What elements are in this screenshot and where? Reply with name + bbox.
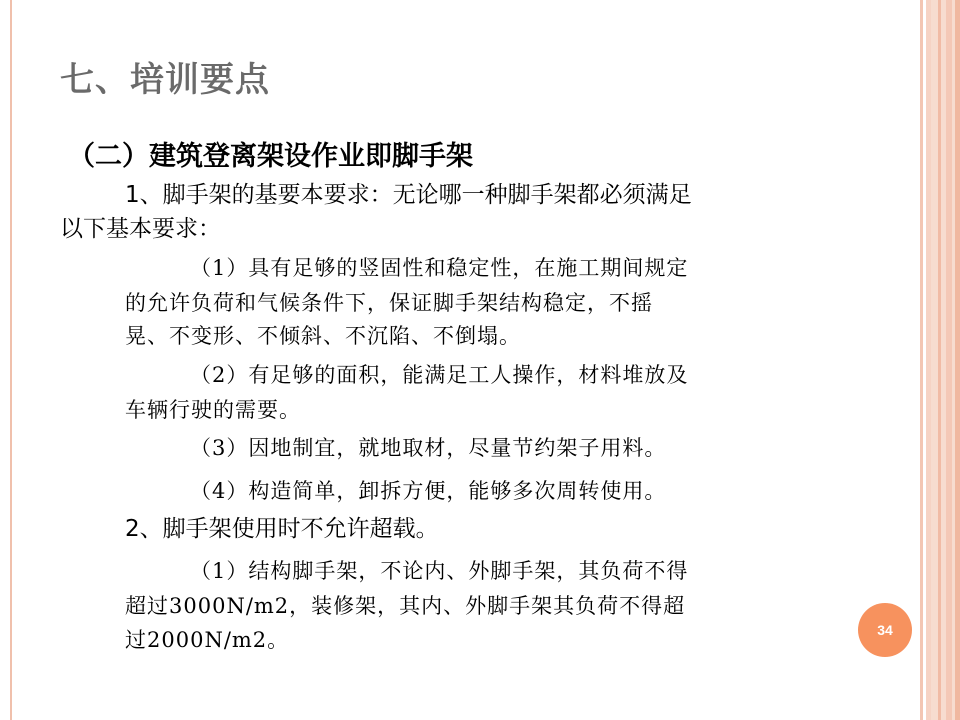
item-5-line-3: 过2000N/m2。 (125, 628, 290, 652)
right-stripe-4 (946, 0, 952, 720)
point-1-line-1: 1、脚手架的基要本要求：无论哪一种脚手架都必须满足 (125, 182, 692, 208)
item-2-line-2: 车辆行驶的需要。 (125, 398, 301, 422)
slide-title: 七、培训要点 (60, 60, 270, 100)
page-number-badge: 34 (858, 603, 912, 657)
right-stripe-3 (938, 0, 941, 720)
item-1-line-2: 的允许负荷和气候条件下，保证脚手架结构稳定，不摇 (125, 291, 653, 315)
right-stripe-2 (926, 0, 931, 720)
item-4: （4）构造简单，卸拆方便，能够多次周转使用。 (190, 479, 667, 503)
right-stripe-5 (955, 0, 960, 720)
point-2: 2、脚手架使用时不允许超载。 (125, 516, 439, 542)
section-subheading: （二）建筑登离架设作业即脚手架 (68, 141, 473, 172)
item-5-line-1: （1）结构脚手架，不论内、外脚手架，其负荷不得 (190, 559, 689, 583)
item-3: （3）因地制宜，就地取材，尽量节约架子用料。 (190, 436, 667, 460)
item-5-line-2: 超过3000N/m2，装修架，其内、外脚手架其负荷不得超 (125, 594, 686, 618)
right-stripe-1 (920, 0, 923, 720)
point-1-line-2: 以下基本要求： (60, 216, 221, 242)
item-1-line-1: （1）具有足够的竖固性和稳定性，在施工期间规定 (190, 256, 689, 280)
item-1-line-3: 晃、不变形、不倾斜、不沉陷、不倒塌。 (125, 324, 521, 348)
left-border-rule (10, 0, 12, 720)
item-2-line-1: （2）有足够的面积，能满足工人操作，材料堆放及 (190, 363, 689, 387)
